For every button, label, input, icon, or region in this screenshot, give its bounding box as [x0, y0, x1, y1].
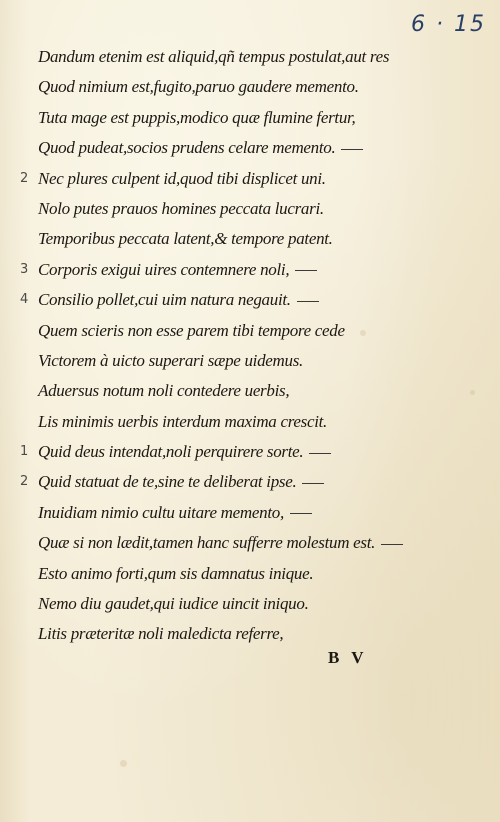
- verse-line: [0, 346, 500, 376]
- folio-annotation: 6 · 15: [411, 12, 486, 37]
- verse-line: [0, 42, 500, 72]
- foxing-spot: [120, 760, 127, 767]
- verse-text: Lis minimis uerbis interdum maxima crescit.: [38, 411, 327, 431]
- marginal-number: 1: [20, 444, 28, 460]
- verse-text: Victorem à uicto superari sæpe uidemus.: [38, 350, 303, 370]
- verse-text: Tuta mage est puppis,modico quæ flumine fertur,: [38, 107, 356, 127]
- marginal-number: 4: [20, 292, 28, 308]
- margin-dash-mark: [302, 483, 324, 484]
- margin-dash-mark: [295, 270, 317, 271]
- verse-text: Esto animo forti,qum sis damnatus inique.: [38, 563, 314, 583]
- verse-line: [0, 407, 500, 437]
- verse-line: [0, 316, 500, 346]
- verse-line: [0, 224, 500, 254]
- margin-dash-mark: [309, 453, 331, 454]
- verse-line: [0, 72, 500, 102]
- verse-text: Quæ si non lædit,tamen hanc sufferre molestum est.: [38, 533, 376, 553]
- marginal-number: 2: [20, 170, 28, 186]
- verse-text: Nolo putes prauos homines peccata lucrari.: [38, 198, 324, 218]
- verse-text: Temporibus peccata latent,& tempore patent.: [38, 229, 333, 249]
- verse-text: Quod pudeat,socios prudens celare memento.: [38, 138, 336, 158]
- margin-dash-mark: [341, 149, 363, 150]
- verse-line: [0, 255, 500, 285]
- verse-line: [0, 164, 500, 194]
- signature-mark: B V: [328, 648, 368, 667]
- verse-text: Quem scieris non esse parem tibi tempore cede: [38, 320, 345, 340]
- verse-line: [0, 133, 500, 163]
- verse-text: Litis præteritæ noli maledicta referre,: [38, 624, 284, 644]
- verse-text: Quid statuat de te,sine te deliberat ipse.: [38, 472, 297, 492]
- verse-line: [0, 194, 500, 224]
- verse-text: Dandum etenim est aliquid,qñ tempus postulat,aut res: [38, 47, 390, 66]
- marginal-number: 2: [20, 474, 28, 490]
- verse-block: [0, 42, 500, 650]
- verse-line: [0, 376, 500, 406]
- verse-line: [0, 619, 500, 649]
- verse-line: [0, 498, 500, 528]
- verse-text: Consilio pollet,cui uim natura negauit.: [38, 290, 291, 310]
- margin-dash-mark: [290, 513, 312, 514]
- marginal-number: 3: [20, 261, 28, 277]
- verse-line: [0, 285, 500, 315]
- margin-dash-mark: [297, 301, 319, 302]
- verse-text: Inuidiam nimio cultu uitare memento,: [38, 502, 284, 522]
- verse-line: [0, 437, 500, 467]
- verse-text: Nemo diu gaudet,qui iudice uincit iniquo.: [38, 594, 309, 614]
- verse-text: Nec plures culpent id,quod tibi displicet uni.: [38, 168, 326, 188]
- verse-text: Corporis exigui uires contemnere noli,: [38, 259, 290, 279]
- verse-line: [0, 103, 500, 133]
- verse-line: [0, 589, 500, 619]
- margin-dash-mark: [381, 544, 403, 545]
- verse-text: Quod nimium est,fugito,paruo gaudere memento.: [38, 77, 359, 97]
- verse-line: [0, 559, 500, 589]
- verse-line: [0, 528, 500, 558]
- verse-line: [0, 467, 500, 497]
- verse-text: Quid deus intendat,noli perquirere sorte.: [38, 442, 304, 462]
- verse-text: Aduersus notum noli contedere uerbis,: [38, 381, 290, 401]
